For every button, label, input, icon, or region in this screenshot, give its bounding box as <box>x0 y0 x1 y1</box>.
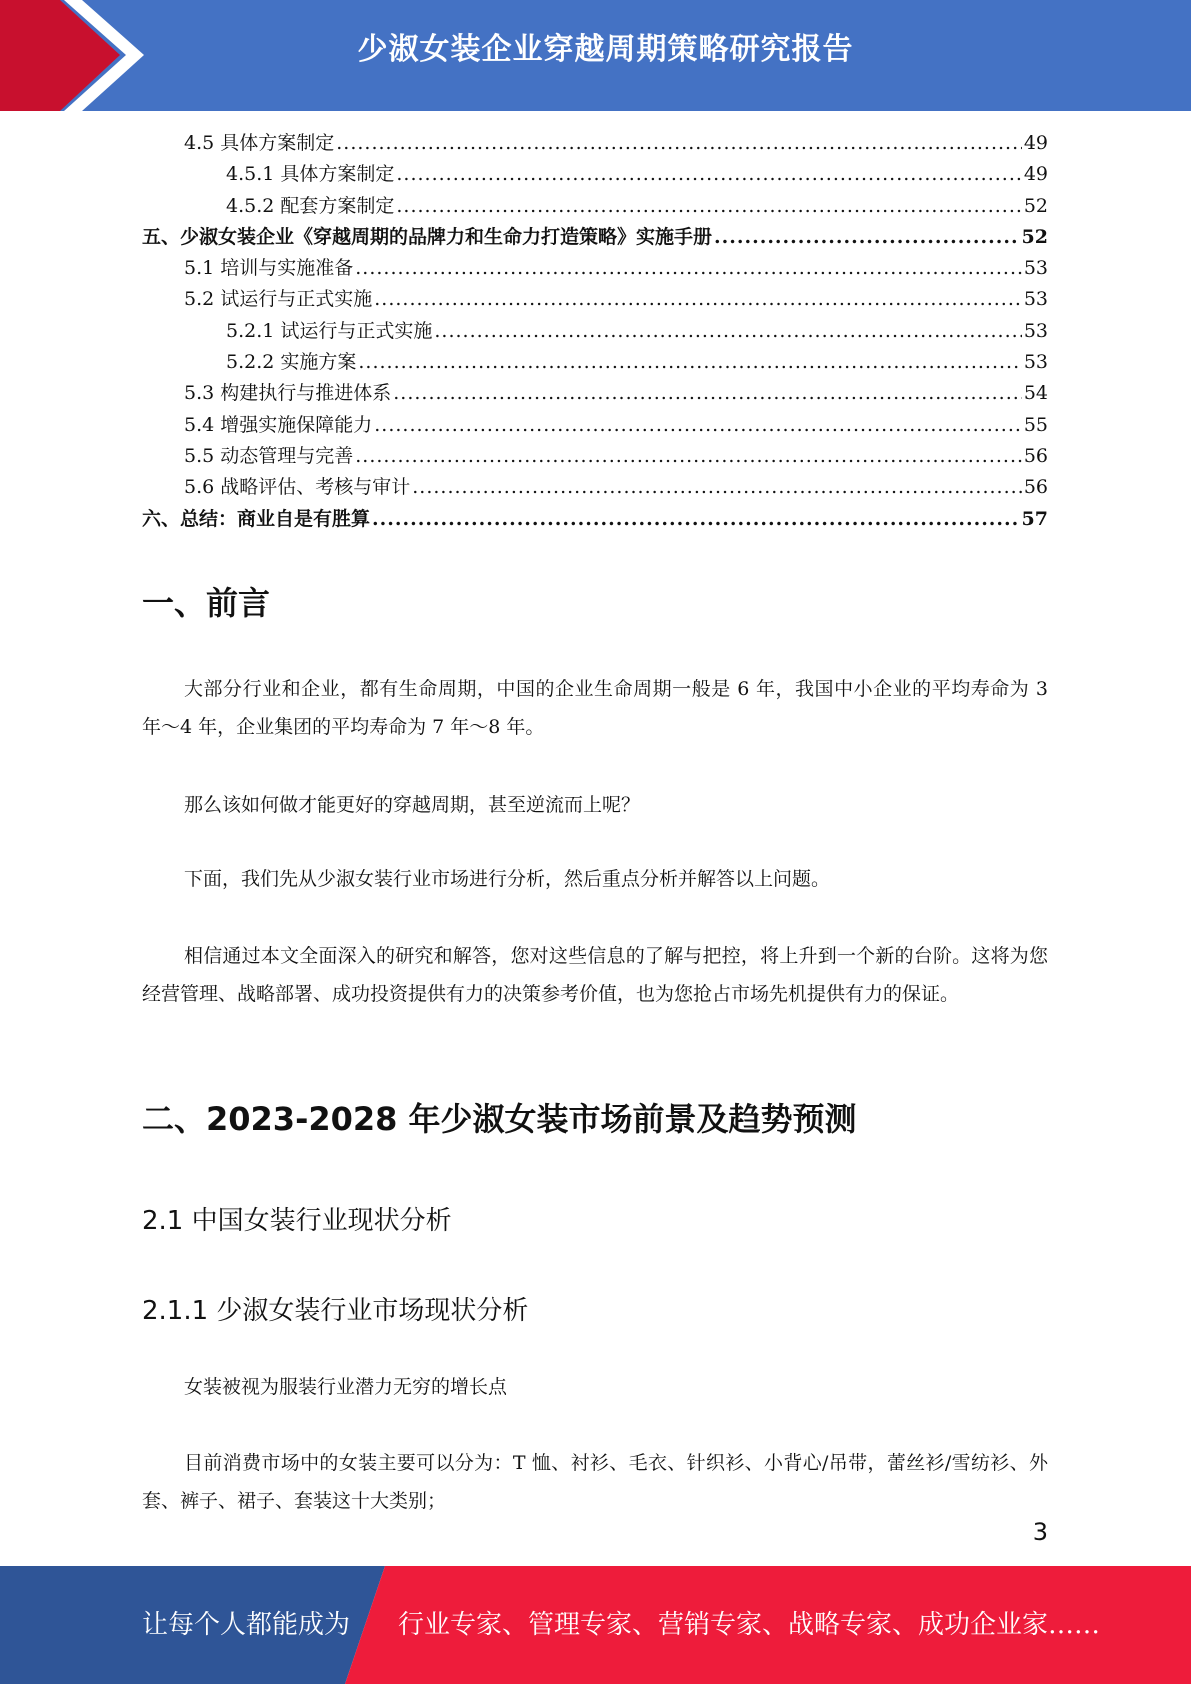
section-heading-preface: 一、前言 <box>142 584 271 622</box>
toc-entry-label: 4.5.2 配套方案制定 <box>226 194 395 217</box>
page-header <box>0 0 1191 111</box>
toc-entry-label: 5.5 动态管理与完善 <box>184 444 354 467</box>
toc-entry-page: 56 <box>1023 444 1048 467</box>
toc-entry[interactable] <box>142 284 1048 315</box>
toc-entry-page: 49 <box>1023 132 1048 154</box>
toc-entry[interactable] <box>142 378 1048 409</box>
toc-leader-dots <box>355 445 1022 467</box>
toc-entry-label: 5.2.2 实施方案 <box>226 351 357 374</box>
toc-leader-dots <box>434 320 1021 342</box>
toc-entry-label: 5.2.1 试运行与正式实施 <box>226 319 433 342</box>
toc-entry-label: 5.3 构建执行与推进体系 <box>184 382 392 405</box>
paragraph: 相信通过本文全面深入的研究和解答，您对这些信息的了解与把控，将上升到一个新的台阶。这将为您经营管理、战略部署、成功投资提供有力的决策参考价值，也为您抢占市场先机提供有力的保证。 <box>142 945 1048 1005</box>
toc-leader-dots <box>355 257 1022 279</box>
toc-entry[interactable] <box>142 191 1048 222</box>
toc-leader-dots <box>374 288 1022 310</box>
toc-entry-page: 53 <box>1023 319 1048 342</box>
toc-entry-page: 52 <box>1021 225 1048 248</box>
toc-entry[interactable] <box>142 504 1048 535</box>
toc-leader-dots <box>372 508 1020 530</box>
toc-entry-label: 5.6 战略评估、考核与审计 <box>184 476 411 499</box>
toc-leader-dots <box>374 414 1022 436</box>
toc-entry-page: 55 <box>1023 413 1048 436</box>
toc-entry-page: 53 <box>1023 257 1048 280</box>
toc-entry-label: 5.1 培训与实施准备 <box>184 257 354 280</box>
toc-leader-dots <box>393 382 1022 404</box>
toc-entry[interactable] <box>142 253 1048 284</box>
toc-entry-page: 57 <box>1021 507 1048 530</box>
footer-slogan-right: 行业专家、管理专家、营销专家、战略专家、成功企业家…… <box>398 1610 1101 1640</box>
toc-entry-page: 53 <box>1023 351 1048 374</box>
toc-entry-page: 54 <box>1023 382 1048 405</box>
table-of-contents <box>142 128 1048 535</box>
toc-entry-page: 52 <box>1023 194 1048 217</box>
toc-entry-label: 4.5.1 具体方案制定 <box>226 163 395 186</box>
toc-entry[interactable] <box>142 222 1048 253</box>
paragraph: 下面，我们先从少淑女装行业市场进行分析，然后重点分析并解答以上问题。 <box>184 868 831 890</box>
toc-entry[interactable] <box>142 441 1048 472</box>
page-footer <box>0 1566 1191 1684</box>
paragraph: 女装被视为服装行业潜力无穷的增长点 <box>184 1376 508 1398</box>
toc-entry-label: 4.5 具体方案制定 <box>184 132 335 154</box>
toc-leader-dots <box>396 163 1021 185</box>
toc-entry-label: 六、总结：商业自是有胜算 <box>142 507 371 530</box>
toc-entry-label: 五、少淑女装企业《穿越周期的品牌力和生命力打造策略》实施手册 <box>142 225 713 248</box>
toc-entry-label: 5.4 增强实施保障能力 <box>184 413 373 436</box>
report-title: 少淑女装企业穿越周期策略研究报告 <box>357 32 854 67</box>
toc-leader-dots <box>412 476 1022 498</box>
toc-entry[interactable] <box>142 347 1048 378</box>
toc-entry[interactable] <box>142 472 1048 503</box>
toc-entry-page: 49 <box>1023 163 1048 186</box>
toc-leader-dots <box>336 132 1022 154</box>
page-number: 3 <box>1032 1518 1048 1546</box>
footer-slogan-left: 让每个人都能成为 <box>142 1610 351 1640</box>
toc-leader-dots <box>396 195 1021 217</box>
toc-leader-dots <box>714 226 1020 248</box>
toc-entry-page: 56 <box>1023 476 1048 499</box>
toc-entry-page: 53 <box>1023 288 1048 311</box>
paragraph: 那么该如何做才能更好的穿越周期，甚至逆流而上呢？ <box>184 794 641 816</box>
toc-entry[interactable] <box>142 159 1048 190</box>
toc-leader-dots <box>358 351 1021 373</box>
paragraph: 大部分行业和企业，都有生命周期，中国的企业生命周期一般是 6 年，我国中小企业的平均寿命为 3 年～4 年，企业集团的平均寿命为 7 年～8 年。 <box>142 678 1048 738</box>
toc-entry[interactable] <box>142 128 1048 159</box>
toc-entry[interactable] <box>142 316 1048 347</box>
toc-entry[interactable] <box>142 410 1048 441</box>
section-heading-market: 二、2023-2028 年少淑女装市场前景及趋势预测 <box>142 1100 857 1138</box>
subsection-heading: 2.1 中国女装行业现状分析 <box>142 1206 452 1236</box>
subsection-heading: 2.1.1 少淑女装行业市场现状分析 <box>142 1296 529 1326</box>
toc-entry-label: 5.2 试运行与正式实施 <box>184 288 373 311</box>
paragraph: 目前消费市场中的女装主要可以分为：T 恤、衬衫、毛衣、针织衫、小背心/吊带，蕾丝衫/雪纺衫、外套、裤子、裙子、套装这十大类别； <box>142 1452 1048 1512</box>
